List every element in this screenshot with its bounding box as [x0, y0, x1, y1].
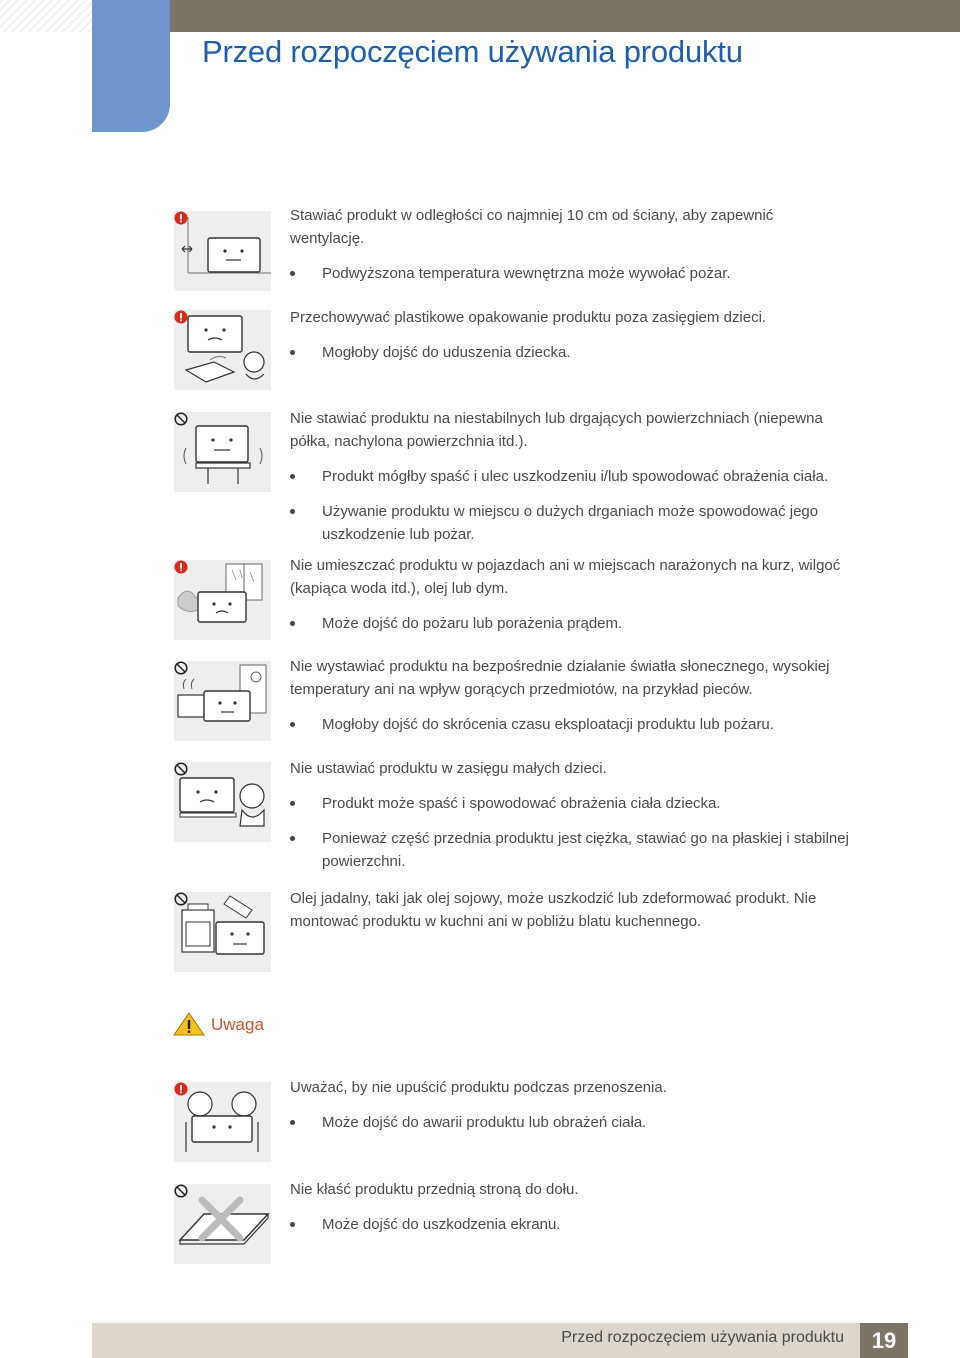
header-bar — [170, 0, 960, 32]
section-lead: Nie umieszczać produktu w pojazdach ani w miejscach narażonych na kurz, wilgoć (kapiąca woda itd.), olej lub dym. — [290, 557, 841, 597]
illustration-sunlight-heat — [174, 661, 271, 741]
illustration-carrying — [174, 1082, 271, 1162]
illustration-kitchen-oil — [174, 892, 271, 972]
caution-triangle-icon — [173, 1012, 205, 1036]
header-hatch-pattern — [0, 0, 92, 32]
footer-chapter-title: Przed rozpoczęciem używania produktu — [561, 1329, 844, 1346]
warning-icon — [174, 1082, 188, 1096]
list-item: Może dojść do uszkodzenia ekranu. — [290, 1213, 850, 1236]
prohibited-icon — [174, 661, 188, 675]
warning-icon — [174, 310, 188, 324]
page-number: 19 — [860, 1323, 908, 1358]
list-item: Może dojść do awarii produktu lub obrażeń ciała. — [290, 1111, 850, 1134]
section-plastic-packaging — [290, 306, 850, 364]
list-item: Ponieważ część przednia produktu jest ciężka, stawiać go na płaskiej i stabilnej powierzchni. — [290, 827, 850, 873]
illustration-vehicle-moisture — [174, 560, 271, 640]
prohibited-icon — [174, 762, 188, 776]
illustration-children — [174, 762, 271, 842]
section-lead: Nie ustawiać produktu w zasięgu małych dzieci. — [290, 760, 607, 777]
illustration-wall-distance — [174, 211, 271, 291]
warning-icon — [174, 211, 188, 225]
section-sunlight-heat — [290, 655, 850, 736]
prohibited-icon — [174, 892, 188, 906]
section-lead: Nie wystawiać produktu na bezpośrednie działanie światła słonecznego, wysokiej temperatury ani na wpływ gorących przedmiotów, na przykład pieców. — [290, 658, 830, 698]
list-item: Używanie produktu w miejscu o dużych drganiach może spowodować jego uszkodzenie lub pożar. — [290, 500, 850, 546]
list-item: Produkt może spaść i spowodować obrażenia ciała dziecka. — [290, 792, 850, 815]
list-item: Podwyższona temperatura wewnętrzna może wywołać pożar. — [290, 262, 850, 285]
section-lead: Nie stawiać produktu na niestabilnych lub drgających powierzchniach (niepewna półka, nachylona powierzchnia itd.). — [290, 410, 823, 450]
section-face-down — [290, 1178, 850, 1236]
list-item: Produkt mógłby spaść i ulec uszkodzeniu i/lub spowodować obrażenia ciała. — [290, 465, 850, 488]
section-wall-distance — [290, 204, 850, 285]
list-item: Może dojść do pożaru lub porażenia prądem. — [290, 612, 850, 635]
list-item: Mogłoby dojść do uduszenia dziecka. — [290, 341, 850, 364]
section-lead: Stawiać produkt w odległości co najmniej 10 cm od ściany, aby zapewnić wentylację. — [290, 207, 774, 247]
illustration-unstable-surface — [174, 412, 271, 492]
section-lead: Nie kłaść produktu przednią stroną do dołu. — [290, 1181, 579, 1198]
section-lead: Olej jadalny, taki jak olej sojowy, może uszkodzić lub zdeformować produkt. Nie montować produktu w kuchni ani w pobliżu blatu kuchennego. — [290, 890, 817, 930]
chapter-tab — [92, 0, 170, 132]
list-item: Mogłoby dojść do skrócenia czasu eksploatacji produktu lub pożaru. — [290, 713, 850, 736]
section-lead: Uważać, by nie upuścić produktu podczas przenoszenia. — [290, 1079, 667, 1096]
section-vehicle-moisture — [290, 554, 850, 635]
caution-label: Uwaga — [211, 1015, 264, 1034]
warning-icon — [174, 560, 188, 574]
prohibited-icon — [174, 412, 188, 426]
section-kitchen-oil — [290, 887, 850, 933]
section-unstable-surface — [290, 407, 850, 546]
prohibited-icon — [174, 1184, 188, 1198]
section-carrying — [290, 1076, 850, 1134]
illustration-plastic-packaging — [174, 310, 271, 390]
illustration-face-down — [174, 1184, 271, 1264]
section-lead: Przechowywać plastikowe opakowanie produktu poza zasięgiem dzieci. — [290, 309, 767, 326]
page-title: Przed rozpoczęciem używania produktu — [202, 34, 743, 69]
section-children — [290, 757, 850, 873]
